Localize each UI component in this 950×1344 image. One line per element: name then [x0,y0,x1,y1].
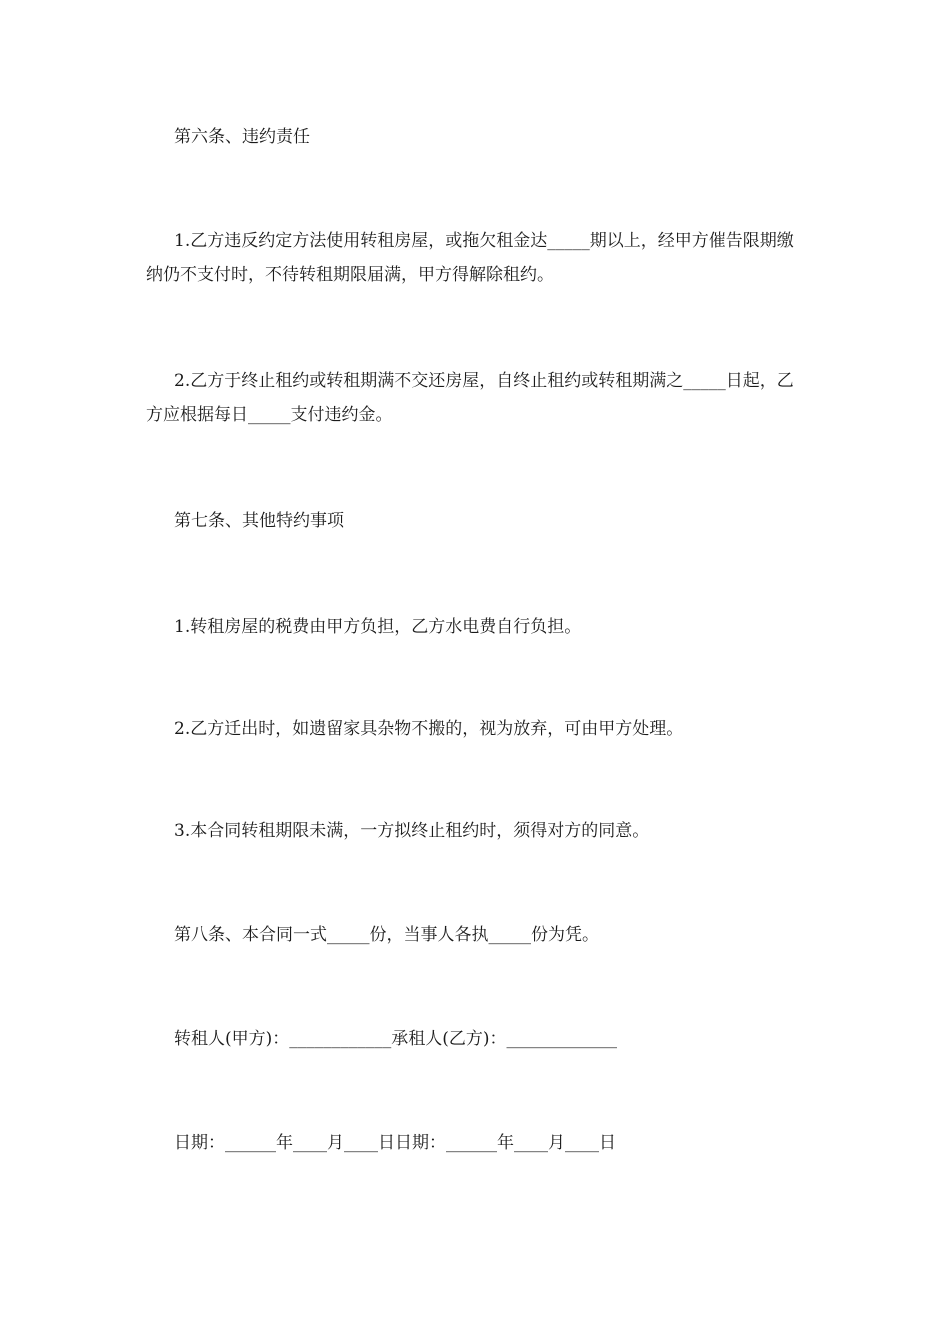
article-6-title: 第六条、违约责任 [174,127,310,147]
article-8: 第八条、本合同一式_____份，当事人各执_____份为凭。 [174,925,599,945]
signature-line: 转租人(甲方)：____________承租人(乙方)：_____________ [174,1029,618,1049]
date-line: 日期：______年____月____日日期：______年____月____日 [174,1133,616,1153]
article-7-item-2: 2.乙方迁出时，如遗留家具杂物不搬的，视为放弃，可由甲方处理。 [174,719,684,739]
article-7-item-1: 1.转租房屋的税费由甲方负担，乙方水电费自行负担。 [174,617,582,637]
article-7-item-3: 3.本合同转租期限未满，一方拟终止租约时，须得对方的同意。 [174,821,650,841]
article-7-title: 第七条、其他特约事项 [174,511,344,531]
article-6-item-2: 2.乙方于终止租约或转租期满不交还房屋，自终止租约或转租期满之_____日起，乙方应根据每日_____支付违约金。 [146,371,794,425]
article-6-item-1: 1.乙方违反约定方法使用转租房屋，或拖欠租金达_____期以上，经甲方催告限期缴纳仍不支付时，不待转租期限届满，甲方得解除租约。 [146,231,794,285]
